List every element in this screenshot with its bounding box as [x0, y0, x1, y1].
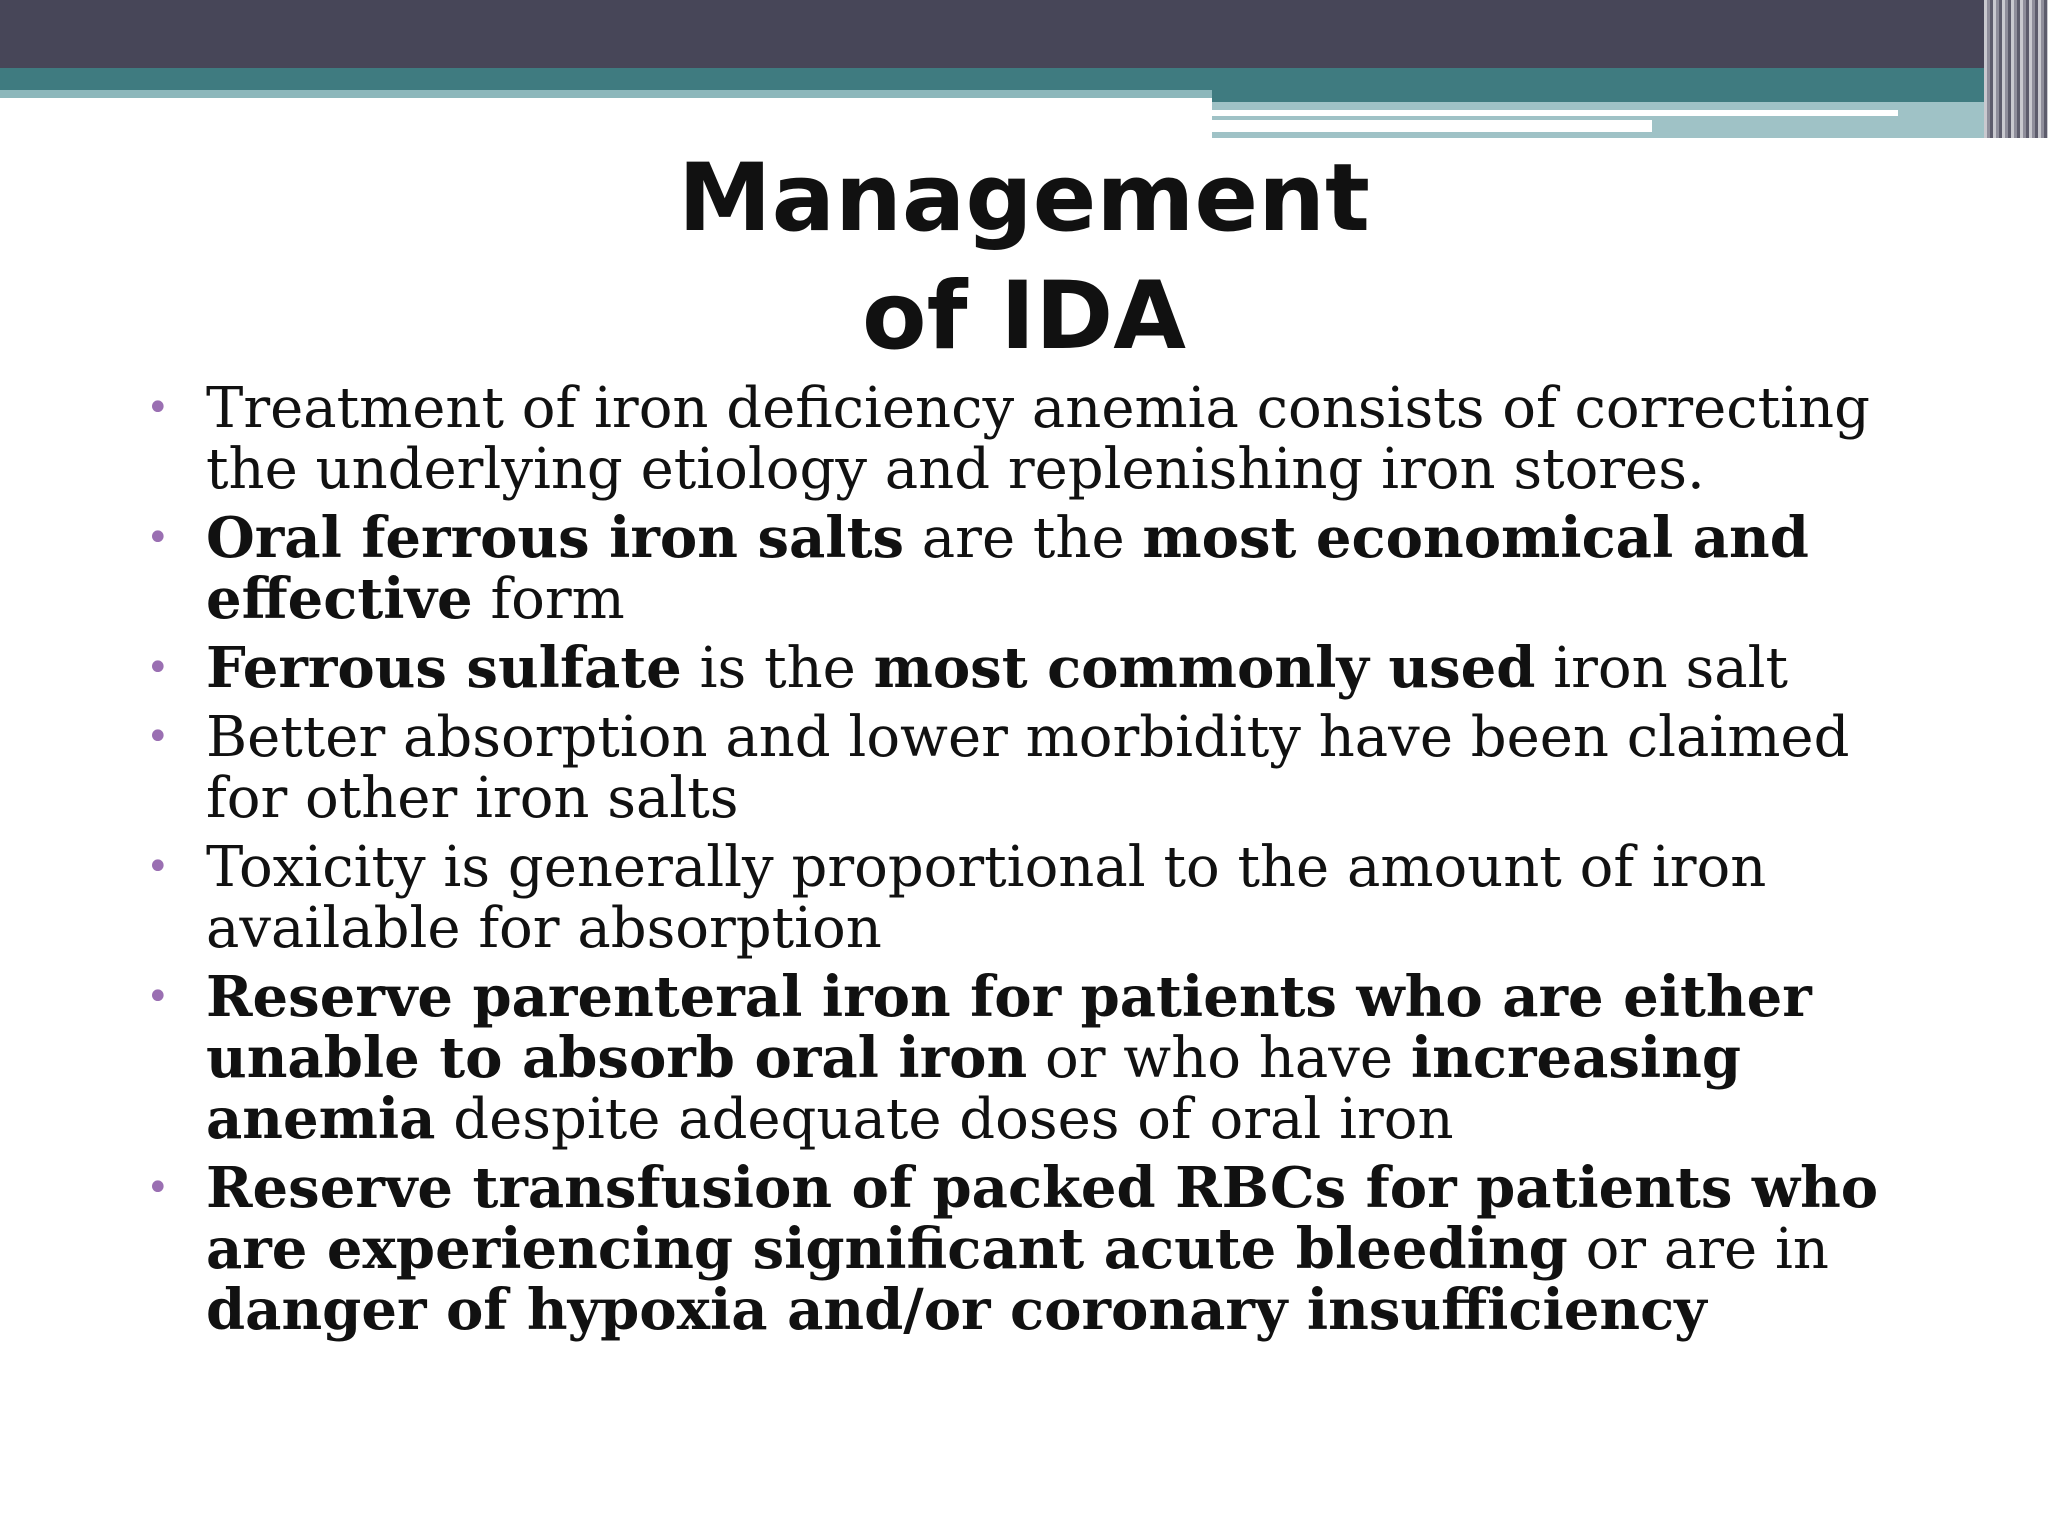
- bullet-dot-icon: •: [146, 1165, 170, 1211]
- bullet-dot-icon: •: [146, 645, 170, 691]
- header-banner-teal-light: [0, 90, 1212, 98]
- bullet-item: [140, 635, 1940, 701]
- bullet-text: or who have: [1027, 1026, 1411, 1091]
- bullet-text: Toxicity is generally proportional to the amount of iron available for absorption: [206, 835, 1767, 961]
- bullet-text: form: [472, 567, 625, 632]
- bullet-item: [140, 1155, 1940, 1343]
- bullet-text: is the: [681, 636, 874, 701]
- bullet-text-bold: most commonly used: [873, 635, 1536, 701]
- header-banner-teal: [0, 68, 1212, 90]
- bullet-text: Better absorption and lower morbidity have been claimed for other iron salts: [206, 705, 1850, 831]
- bullet-item: [140, 505, 1940, 632]
- bullet-text: despite adequate doses of oral iron: [435, 1087, 1454, 1152]
- bullet-text: iron salt: [1535, 636, 1789, 701]
- bullet-text: Treatment of iron deficiency anemia consists of correcting the underlying etiology and replenishing iron stores.: [206, 376, 1870, 502]
- header-banner-stripes: [1984, 0, 2048, 138]
- bullet-dot-icon: •: [146, 515, 170, 561]
- bullet-dot-icon: •: [146, 844, 170, 890]
- slide-title-line-2: of IDA: [862, 262, 1186, 371]
- bullet-list: [140, 378, 1940, 1349]
- bullet-text-bold: Reserve transfusion of packed RBCs for patients who are experiencing significant acute bleeding: [206, 1155, 1879, 1282]
- header-banner-accent-line-2: [1212, 120, 1652, 132]
- bullet-item: [140, 707, 1940, 829]
- bullet-item: [140, 378, 1940, 500]
- bullet-text: or are in: [1567, 1217, 1829, 1282]
- slide-title: [0, 140, 2048, 376]
- bullet-text-bold: danger of hypoxia and/or coronary insufficiency: [206, 1277, 1707, 1343]
- bullet-text: are the: [903, 506, 1143, 571]
- bullet-text-bold: Oral ferrous iron salts: [206, 505, 904, 571]
- slide-title-line-1: Management: [678, 144, 1370, 253]
- bullet-text-bold: Reserve parenteral iron for patients who are either unable to absorb oral iron: [206, 964, 1812, 1091]
- header-banner-accent-line: [1212, 110, 1898, 116]
- bullet-dot-icon: •: [146, 714, 170, 760]
- bullet-text-bold: most economical and effective: [206, 505, 1809, 632]
- bullet-dot-icon: •: [146, 385, 170, 431]
- header-banner-dark: [0, 0, 2048, 68]
- bullet-text-bold: Ferrous sulfate: [206, 635, 682, 701]
- bullet-item: [140, 964, 1940, 1152]
- bullet-text-bold: increasing anemia: [206, 1025, 1742, 1152]
- bullet-dot-icon: •: [146, 974, 170, 1020]
- header-banner-right-block: [1212, 68, 2048, 102]
- bullet-item: [140, 837, 1940, 959]
